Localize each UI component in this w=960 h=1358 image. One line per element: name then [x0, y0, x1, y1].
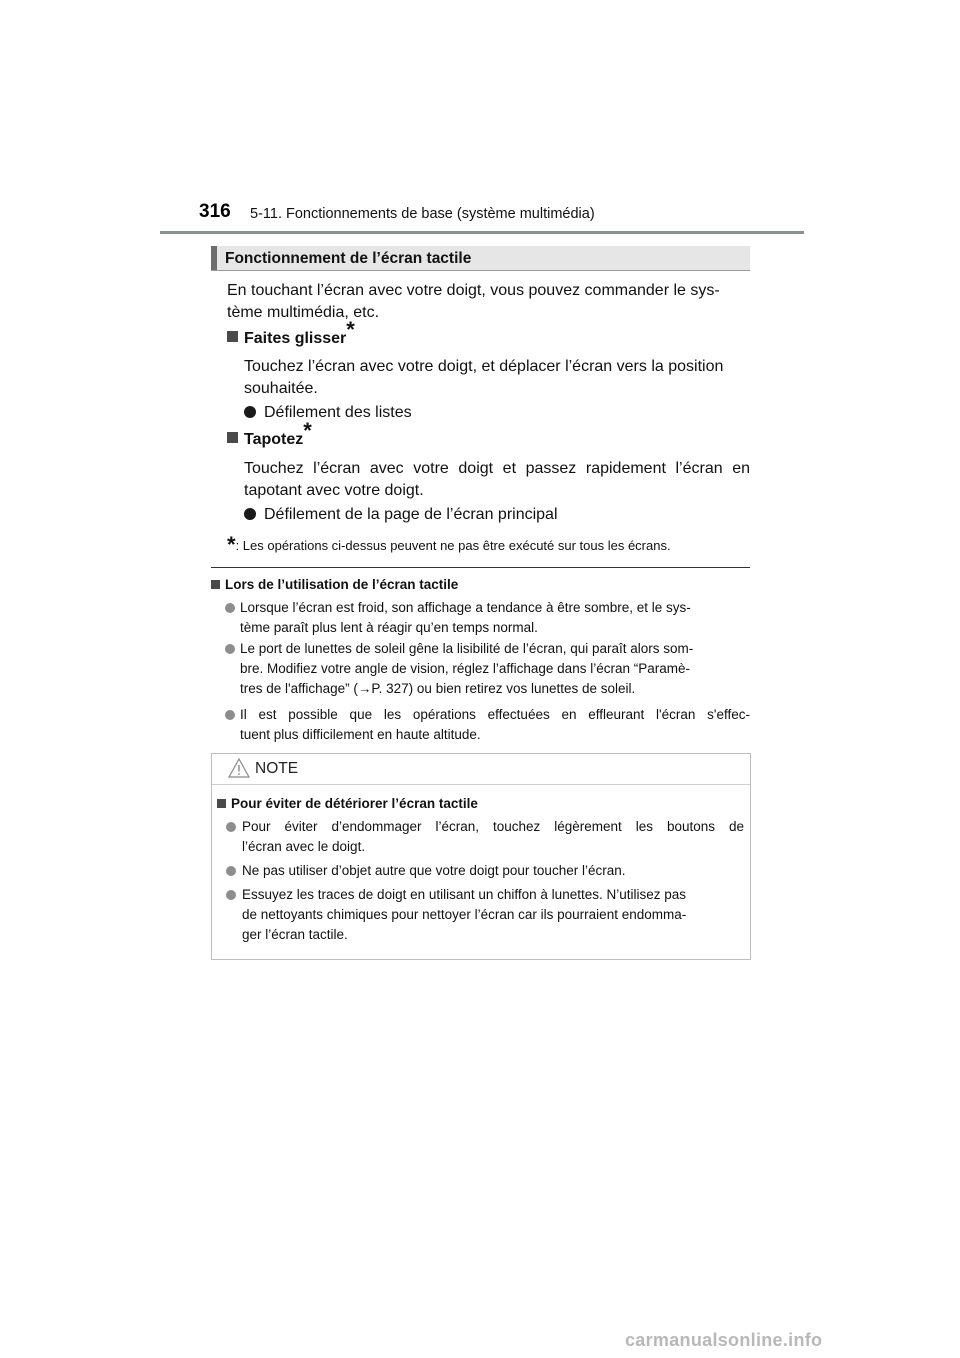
info-item: [225, 598, 750, 638]
note-line: Pour éviter d’endommager l’écran, touchez légèrement les boutons de: [242, 819, 744, 834]
bullet-dot-icon: [244, 406, 256, 418]
watermark: carmanualsonline.info: [625, 1330, 823, 1350]
info-item: [225, 639, 750, 699]
section-heading-bar: [211, 246, 217, 270]
note-line: Essuyez les traces de doigt en utilisant un chiffon à lunettes. N’utilisez pas: [242, 887, 686, 902]
info-line: Il est possible que les opérations effectuées en effleurant l'écran s'effec-: [240, 707, 750, 722]
swipe-description: [244, 356, 750, 400]
tap-description: [244, 458, 750, 502]
asterisk-icon: *: [303, 418, 312, 443]
square-bullet-icon: [227, 331, 238, 342]
note-subtitle-text: Pour éviter de détériorer l’écran tactile: [231, 796, 478, 811]
intro-line: En touchant l’écran avec votre doigt, vous pouvez commander le sys-: [227, 282, 720, 299]
square-bullet-icon: [217, 799, 226, 808]
description-line: Touchez l’écran avec votre doigt et passez rapidement l’écran en: [244, 460, 750, 477]
info-line: bre. Modifiez votre angle de vision, réglez l’affichage dans l’écran “Paramè-: [240, 661, 690, 676]
info-line: Lorsque l’écran est froid, son affichage a tendance à être sombre, et le sys-: [240, 600, 691, 615]
section-heading-text: Fonctionnement de l’écran tactile: [225, 250, 472, 267]
square-bullet-icon: [211, 580, 220, 589]
bullet-dot-icon: [225, 710, 235, 720]
subheading-text: Faites glisser: [244, 330, 347, 347]
intro-line: tème multimédia, etc.: [227, 304, 380, 321]
subheading-tap: [227, 418, 312, 449]
note-item: [226, 817, 744, 857]
footnote: [227, 532, 671, 558]
section-heading: [211, 246, 750, 271]
info-line: Le port de lunettes de soleil gêne la lisibilité de l’écran, qui paraît alors som-: [240, 641, 694, 656]
description-line: souhaitée.: [244, 380, 318, 397]
bullet-text: Défilement de la page de l’écran principal: [264, 506, 558, 523]
bullet-dot-icon: [225, 603, 235, 613]
note-line: l’écran avec le doigt.: [242, 839, 366, 854]
footnote-text: : Les opérations ci-dessus peuvent ne pas être exécuté sur tous les écrans.: [235, 538, 671, 553]
chapter-title: 5-11. Fonctionnements de base (système multimédia): [250, 206, 595, 222]
info-item: [225, 705, 750, 745]
info-line: tème paraît plus lent à réagir qu’en temps normal.: [240, 620, 538, 635]
note-subtitle: [217, 796, 478, 811]
asterisk-icon: *: [346, 317, 355, 342]
bullet-dot-icon: [226, 822, 236, 832]
page-number: 316: [199, 201, 231, 222]
bullet-dot-icon: [226, 866, 236, 876]
note-line: ger l’écran tactile.: [242, 927, 348, 942]
divider: [211, 567, 750, 568]
asterisk-icon: *: [227, 532, 236, 557]
note-header: [212, 754, 750, 785]
subheading-text: Tapotez: [244, 431, 304, 448]
bullet-dot-icon: [226, 890, 236, 900]
note-item: [226, 861, 744, 881]
description-line: Touchez l’écran avec votre doigt, et déplacer l’écran vers la position: [244, 358, 724, 375]
note-line: de nettoyants chimiques pour nettoyer l’écran car ils pourraient endomma-: [242, 907, 687, 922]
note-line: Ne pas utiliser d’objet autre que votre doigt pour toucher l’écran.: [242, 863, 626, 878]
subheading-swipe: [227, 317, 355, 348]
header-rule: [160, 231, 804, 234]
warning-icon: [228, 758, 250, 783]
bullet-dot-icon: [225, 644, 235, 654]
square-bullet-icon: [227, 432, 238, 443]
note-item: [226, 885, 744, 945]
intro-text: [227, 280, 750, 324]
bullet-item: [244, 506, 558, 524]
info-line: tuent plus difficilement en haute altitude.: [240, 727, 481, 742]
info-title-text: Lors de l’utilisation de l’écran tactile: [225, 577, 459, 592]
info-line: tres de l'affichage” (→P. 327) ou bien retirez vos lunettes de soleil.: [240, 681, 636, 696]
bullet-dot-icon: [244, 508, 256, 520]
note-label: NOTE: [255, 760, 299, 777]
bullet-text: Défilement des listes: [264, 404, 412, 421]
bullet-item: [244, 404, 412, 422]
description-line: tapotant avec votre doigt.: [244, 482, 424, 499]
info-title: [211, 577, 458, 592]
